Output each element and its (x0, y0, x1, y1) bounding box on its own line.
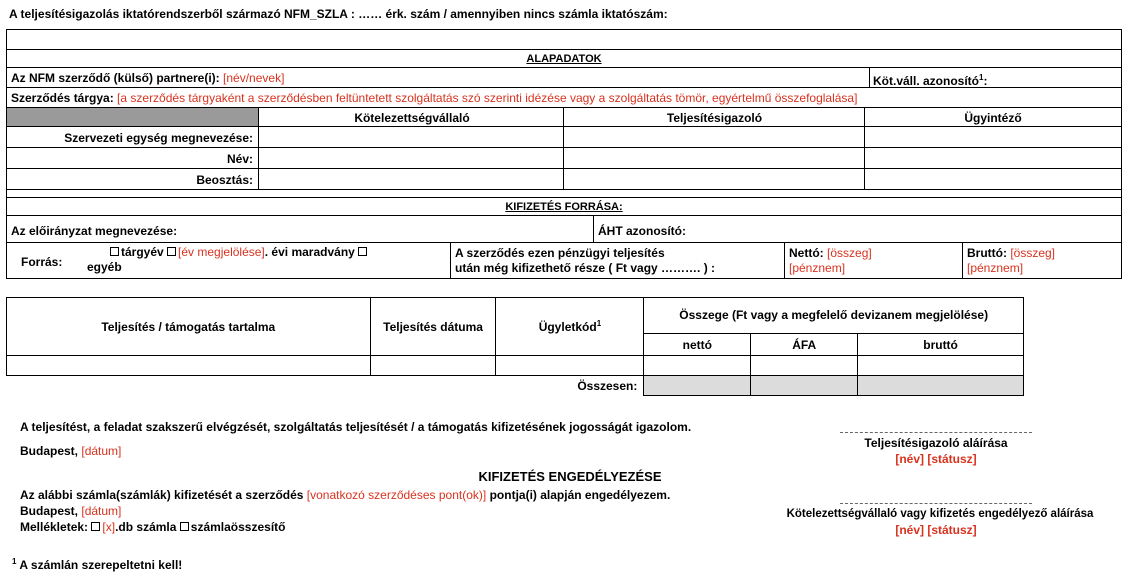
mellekletek-label: Mellékletek: (20, 520, 89, 534)
row-szervezeti-egyseg (6, 126, 1122, 148)
kotvall-colon: : (983, 74, 988, 88)
table-cell-datuma[interactable] (370, 356, 496, 376)
teljesites-table (6, 297, 1024, 396)
osszesen-label: Összesen: (577, 378, 638, 393)
roles-header-corner (7, 108, 258, 126)
table-cell-tartalma[interactable] (7, 356, 371, 376)
brutto-field[interactable] (967, 246, 1055, 260)
netto-currency: [pénznem] (789, 261, 846, 275)
signature-title-kotelezettsegvallalo: Kötelezettségvállaló vagy kifizetés engedélyező aláírása (786, 508, 1094, 520)
mellekletek-db[interactable]: [x] (102, 520, 116, 534)
forras-options-line1 (110, 245, 369, 259)
osszesen-netto[interactable] (644, 376, 751, 396)
engedely-title: KIFIZETÉS ENGEDÉLYEZÉSE (478, 469, 662, 484)
col-header-osszege: Összege (Ft vagy a megfelelő devizanem megjelölése) (644, 298, 1024, 334)
signature-sub-teljesitesigazolo: [név] [státusz] (895, 452, 977, 466)
sub-header-brutto: bruttó (858, 334, 1024, 356)
eloiranyzat-label[interactable]: Az előirányzat megnevezése: (11, 224, 178, 238)
mellekletek-szamla: .db számla (115, 520, 177, 534)
signature-sub-kotelezettsegvallalo: [név] [státusz] (895, 523, 977, 537)
aht-label[interactable]: ÁHT azonosító: (598, 224, 686, 238)
footnote (12, 555, 182, 572)
partner-field[interactable] (11, 71, 284, 85)
osszesen-brutto[interactable] (858, 376, 1024, 396)
targy-row (6, 87, 1122, 108)
budapest-label-2: Budapest, (20, 504, 79, 518)
brutto-label: Bruttó: (967, 246, 1007, 260)
budapest-date-1[interactable] (20, 444, 121, 458)
date-value-2: [dátum] (81, 504, 122, 518)
brutto-currency: [pénznem] (967, 261, 1024, 275)
targy-value: [a szerződés tárgyaként a szerződésben feltüntetett szolgáltatás szó szerinti idézése vagy a szolgáltatás tömör, egyértelmű összefoglalása] (117, 91, 858, 105)
checkbox-targyev[interactable] (110, 247, 119, 256)
table-cell-brutto[interactable] (858, 356, 1024, 376)
table-cell-ugyletkod[interactable] (496, 356, 644, 376)
sub-header-afa: ÁFA (751, 334, 858, 356)
sub-header-netto: nettó (644, 334, 751, 356)
netto-label: Nettó: (789, 246, 824, 260)
forras-row (6, 242, 1122, 279)
row-nev (6, 147, 1122, 169)
engedely-text (20, 488, 670, 502)
signature-line-kotelezettsegvallalo[interactable] (840, 503, 1032, 504)
targy-field[interactable] (11, 91, 857, 105)
engedely-post: pontja(i) alapján engedélyezem. (489, 488, 671, 502)
signature-line-teljesitesigazolo[interactable] (840, 432, 1032, 433)
top-empty-row (6, 29, 1122, 50)
osszesen-afa[interactable] (751, 376, 858, 396)
forras-label: Forrás: (21, 255, 63, 269)
brutto-value: [összeg] (1010, 246, 1056, 260)
footnote-text: A számlán szerepeltetni kell! (19, 558, 183, 572)
col-header-tartalma: Teljesítés / támogatás tartalma (7, 298, 371, 356)
kotvall-field[interactable] (873, 71, 987, 88)
kifizetes-title: KIFIZETÉS FORRÁSA: (505, 201, 623, 213)
checkbox-szamlaosszesito[interactable] (180, 522, 189, 531)
row-label-szervezeti-egyseg: Szervezeti egység megnevezése: (64, 131, 253, 145)
signature-title-teljesitesigazolo: Teljesítésigazoló aláírása (864, 436, 1008, 450)
checkbox-egyeb[interactable] (358, 247, 367, 256)
forras-opt-maradvany: . évi maradvány (264, 245, 355, 259)
row-label-nev: Név: (226, 152, 253, 166)
col-header-teljesitesigazolo: Teljesítésigazoló (666, 111, 763, 125)
kifizetheto-line2: után még kifizethető része ( Ft vagy ………. ) : (455, 261, 716, 275)
checkbox-maradvany[interactable] (167, 247, 176, 256)
netto-value: [összeg] (827, 246, 872, 260)
kifizetes-title-row (6, 197, 1122, 216)
table-cell-afa[interactable] (751, 356, 858, 376)
partner-row (6, 67, 1122, 88)
row-beosztas (6, 168, 1122, 190)
col-header-ugyletkod: Ügyletkód$^1$ (496, 298, 644, 356)
roles-header-row (6, 107, 1122, 127)
col-header-datuma: Teljesítés dátuma (370, 298, 496, 356)
partner-label: Az NFM szerződő (külső) partnere(i): (11, 71, 220, 85)
engedely-pre: Az alábbi számla(számlák) kifizetését a szerződés (20, 488, 304, 502)
eloiranyzat-row (6, 215, 1122, 243)
netto-field[interactable] (789, 246, 872, 260)
checkbox-szamla[interactable] (91, 522, 100, 531)
engedely-pont[interactable]: [vonatkozó szerződéses pont(ok)] (306, 488, 487, 502)
col-header-ugyintezo: Ügyintéző (964, 111, 1022, 125)
row-label-beosztas: Beosztás: (196, 173, 253, 187)
budapest-date-2[interactable] (20, 504, 121, 518)
targy-label: Szerződés tárgya: (11, 91, 114, 105)
budapest-label-1: Budapest, (20, 444, 79, 458)
kotvall-label: Köt.váll. azonosító (873, 74, 980, 88)
mellekletek-osszesito: számlaösszesítő (190, 520, 286, 534)
date-value-1: [dátum] (81, 444, 122, 458)
forras-opt-egyeb: egyéb (87, 260, 122, 274)
igazolas-text: A teljesítést, a feladat szakszerű elvégzését, szolgáltatás teljesítését / a támogatás kifizetésének jogosságát igazolom. (20, 420, 692, 434)
forras-opt-ev-megjelolese: [év megjelölése] (178, 245, 265, 259)
col-header-kotelezettsegvallalo: Kötelezettségvállaló (354, 111, 470, 125)
alapadatok-title-row (6, 49, 1122, 68)
alapadatok-title: ALAPADATOK (526, 53, 602, 65)
mellekletek (20, 520, 285, 534)
kifizetheto-line1: A szerződés ezen pénzügyi teljesítés (455, 246, 665, 260)
partner-value: [név/nevek] (223, 71, 285, 85)
header-line: A teljesítésigazolás iktatórendszerből származó NFM_SZLA : …… érk. szám / amennyiben nincs számla iktatószám: (9, 7, 668, 21)
forras-opt-targyev: tárgyév (121, 245, 164, 259)
table-cell-netto[interactable] (644, 356, 751, 376)
kotvall-footnote-mark: 1 (979, 73, 984, 82)
footnote-mark: 1 (12, 557, 17, 566)
